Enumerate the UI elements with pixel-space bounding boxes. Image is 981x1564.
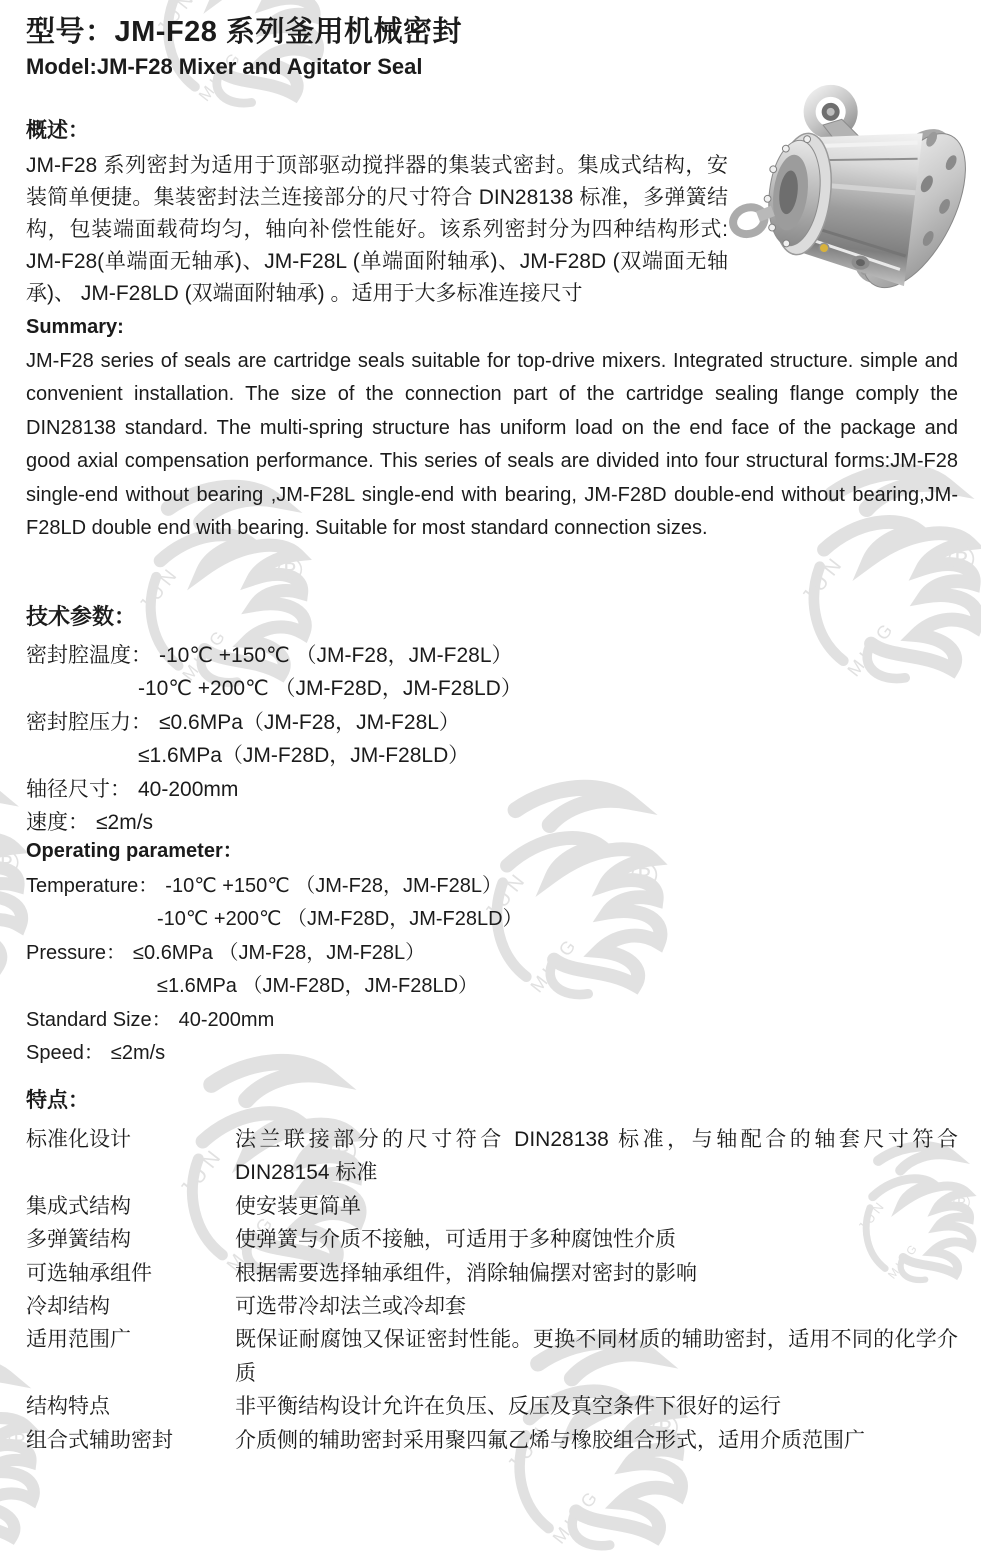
feature-row	[26, 1257, 958, 1290]
param-label: 速度：	[26, 811, 89, 835]
param-value: -10℃ +150℃ （JM-F28，JM-F28L）	[159, 644, 513, 667]
param-label: Temperature：	[26, 875, 159, 897]
feature-desc: 可选带冷却法兰或冷却套	[235, 1295, 466, 1319]
feature-term: 结构特点	[26, 1395, 110, 1419]
param-value: ≤1.6MPa （JM-F28D，JM-F28LD）	[157, 975, 479, 998]
overview-text: JM-F28 系列密封为适用于顶部驱动搅拌器的集装式密封。集成式结构，安装简单便捷。集装密封法兰连接部分的尺寸符合 DIN28138 标准，多弹簧结构，包装端面载荷均匀，轴向补偿性能好。该系列密封分为四种结构形式: JM-F28(单端面无轴承)、JM-F28L (单端面附轴承)、JM-F28D (双端面无轴承)、 JM-F28LD (双端面附轴承) 。适用于大多标准连接尺寸	[26, 154, 728, 305]
feature-row	[26, 1323, 958, 1390]
tech-params-section	[26, 602, 676, 839]
feature-term: 集成式结构	[26, 1194, 131, 1218]
param-value: 40-200mm	[178, 1008, 275, 1031]
param-label: 密封腔温度：	[26, 644, 152, 667]
param-label: 轴径尺寸：	[26, 777, 131, 801]
product-photo	[718, 80, 968, 324]
feature-desc: 法兰联接部分的尺寸符合 DIN28138 标准，与轴配合的轴套尺寸符合 DIN28154 标准	[235, 1128, 958, 1185]
param-value: -10℃ +200℃ （JM-F28D，JM-F28LD）	[138, 677, 522, 701]
feature-desc: 既保证耐腐蚀又保证密封性能。更换不同材质的辅助密封，适用不同的化学介质	[235, 1328, 958, 1385]
overview-section	[26, 116, 728, 310]
feature-term: 可选轴承组件	[26, 1261, 152, 1285]
summary-heading: Summary:	[26, 316, 124, 338]
feature-term: 多弹簧结构	[26, 1228, 131, 1252]
param-value: ≤2m/s	[96, 811, 154, 835]
feature-term: 冷却结构	[26, 1295, 110, 1319]
param-value: ≤2m/s	[110, 1042, 166, 1065]
param-row	[26, 806, 676, 839]
param-row	[26, 739, 676, 772]
operating-params-section	[26, 836, 676, 1070]
param-label: Pressure：	[26, 941, 127, 964]
feature-desc: 根据需要选择轴承组件，消除轴偏摆对密封的影响	[235, 1261, 697, 1285]
feature-row	[26, 1190, 958, 1223]
param-label: Speed：	[26, 1042, 104, 1065]
param-row	[26, 870, 676, 903]
param-value: -10℃ +150℃ （JM-F28，JM-F28L）	[165, 875, 502, 897]
feature-row	[26, 1390, 958, 1423]
param-row	[26, 903, 676, 936]
feature-row	[26, 1424, 958, 1457]
param-value: ≤0.6MPa （JM-F28，JM-F28L）	[133, 941, 426, 964]
param-row	[26, 1037, 676, 1070]
param-value: 40-200mm	[138, 777, 239, 801]
feature-term: 适用范围广	[26, 1328, 131, 1352]
page-title: 型号：JM-F28 系列釜用机械密封	[26, 16, 462, 48]
param-row	[26, 773, 676, 806]
feature-term: 组合式辅助密封	[26, 1428, 173, 1452]
operating-heading: Operating parameter：	[26, 840, 243, 862]
param-row	[26, 672, 676, 705]
features-section	[26, 1086, 958, 1457]
param-row	[26, 970, 676, 1003]
feature-row	[26, 1290, 958, 1323]
param-value: ≤1.6MPa（JM-F28D，JM-F28LD）	[138, 744, 470, 768]
page-header	[26, 14, 462, 82]
feature-row	[26, 1123, 958, 1190]
param-row	[26, 639, 676, 672]
param-row	[26, 1004, 676, 1037]
feature-term: 标准化设计	[26, 1128, 131, 1151]
feature-desc: 使安装更简单	[235, 1194, 361, 1218]
summary-text: JM-F28 series of seals are cartridge seals suitable for top-drive mixers. Integrated structure. simple and convenient installation. The size of the connection part of the cartridge sealing flange comply the DIN28138 standard. The multi-spring structure has uniform load on the end face of the package and good axial compensation performance. This series of seals are divided into four structural forms:JM-F28 single-end without bearing ,JM-F28L single-end with bearing, JM-F28D double-end without bearing,JM-F28LD double end with bearing. Suitable for most standard connection sizes.	[26, 350, 958, 540]
feature-desc: 介质侧的辅助密封采用聚四氟乙烯与橡胶组合形式，适用介质范围广	[235, 1428, 865, 1452]
param-label: Standard Size：	[26, 1008, 172, 1031]
param-label: 密封腔压力：	[26, 710, 152, 734]
param-row	[26, 937, 676, 970]
summary-section	[26, 312, 958, 545]
page-subtitle-model: Model:JM-F28 Mixer and Agitator Seal	[26, 54, 423, 79]
overview-heading: 概述：	[26, 119, 89, 142]
feature-row	[26, 1223, 958, 1256]
param-value: ≤0.6MPa（JM-F28，JM-F28L）	[159, 710, 460, 734]
tech-params-heading: 技术参数：	[26, 604, 137, 629]
feature-desc: 使弹簧与介质不接触，可适用于多种腐蚀性介质	[235, 1228, 676, 1252]
features-heading: 特点：	[26, 1089, 89, 1112]
param-row	[26, 706, 676, 739]
feature-desc: 非平衡结构设计允许在负压、反压及真空条件下很好的运行	[235, 1395, 781, 1419]
param-value: -10℃ +200℃ （JM-F28D，JM-F28LD）	[157, 908, 523, 931]
